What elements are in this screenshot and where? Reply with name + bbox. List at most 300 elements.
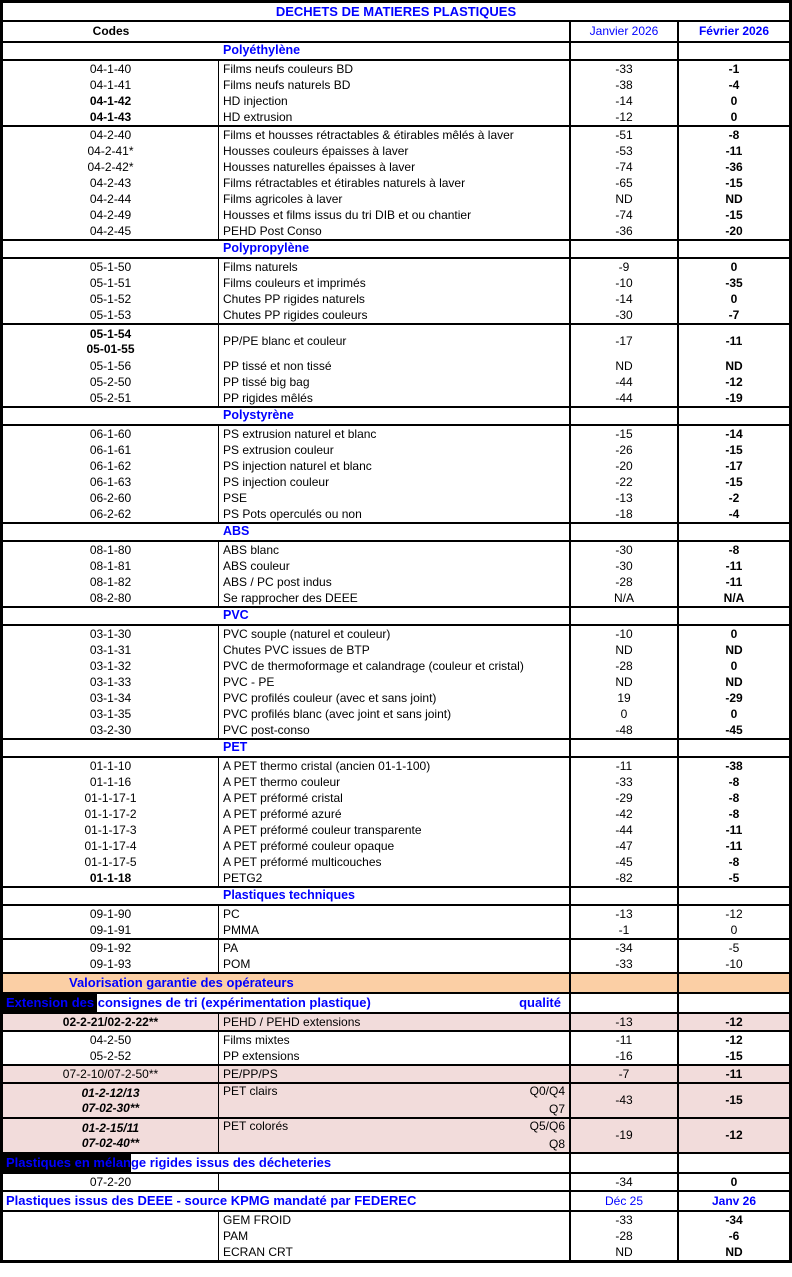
february-value-cell: 0 [730,922,738,937]
code-cell: 09-1-90 [3,906,219,922]
label-cell: PVC profilés couleur (avec et sans joint) [219,690,571,706]
band-row-black-ext [3,994,789,1012]
january-value-cell: -11 [571,1032,679,1048]
february-value-cell: -19 [725,390,743,405]
code-cell: 01-1-17-3 [3,822,219,838]
january-value-cell: -9 [571,259,679,275]
table-block [3,1014,789,1032]
january-value-cell [571,974,679,992]
section-header-row [3,524,789,540]
january-value-cell: -42 [571,806,679,822]
section-title: PET [3,740,571,756]
label-cell: PEHD / PEHD extensions [219,1014,571,1030]
section-title: ABS [3,524,571,540]
table-row [3,790,789,806]
january-value-cell: -28 [571,1228,679,1244]
label-cell: ABS blanc [219,542,571,558]
table-block [3,608,789,626]
label-cell: ABS / PC post indus [219,574,571,590]
code-cell: 06-1-61 [3,442,219,458]
january-value-cell: ND [571,191,679,207]
table-block [3,542,789,608]
february-value-cell: N/A [723,590,745,605]
label-cell: Films couleurs et imprimés [219,275,571,291]
label-cell: Chutes PP rigides couleurs [219,307,571,323]
label-line-2 [223,1138,565,1151]
january-value-cell: -1 [571,922,679,938]
january-value-cell: -19 [571,1119,679,1152]
table-row [3,956,789,972]
table-block [3,426,789,524]
february-value-cell: -12 [725,1128,743,1143]
table-row [3,922,789,938]
label-cell: PA [219,940,571,956]
table-block [3,1119,789,1154]
january-value-cell: ND [571,642,679,658]
january-value-cell [571,408,679,424]
code-cell: 03-1-34 [3,690,219,706]
section-title: Polypropylène [3,241,571,257]
january-value-cell: -18 [571,506,679,522]
code-cell [3,1228,219,1244]
table-row [3,1048,789,1064]
table-block [3,906,789,940]
table-row [3,558,789,574]
section-header-row [3,888,789,904]
february-value-cell: -35 [725,275,743,290]
february-value-cell: -8 [728,854,740,869]
table-row [3,390,789,406]
label-cell: POM [219,956,571,972]
january-value-cell: -30 [571,307,679,323]
january-value-cell: -74 [571,159,679,175]
table-row [3,207,789,223]
table-row [3,175,789,191]
table-row [3,109,789,125]
february-value-cell [679,241,789,257]
section-header-row [3,241,789,257]
code-cell: 08-2-80 [3,590,219,606]
table-row [3,506,789,522]
february-value-cell [679,740,789,756]
table-row [3,774,789,790]
january-value-cell: 0 [571,706,679,722]
label-cell: Films agricoles à laver [219,191,571,207]
label-cell: A PET thermo cristal (ancien 01-1-100) [219,758,571,774]
january-value-cell: -14 [571,93,679,109]
january-value-cell: -30 [571,542,679,558]
table-block [3,940,789,974]
code-cell: 04-2-42* [3,159,219,175]
code-cell [3,1244,219,1260]
code-line-1: 01-2-15/11 [81,1120,140,1135]
february-value-cell: 0 [730,658,738,673]
february-value-cell: 0 [730,626,738,641]
february-value-cell: -4 [728,506,740,521]
label-cell: PP/PE blanc et couleur [219,325,571,358]
february-value-cell: -5 [728,870,740,885]
table-row [3,1228,789,1244]
january-value-cell: -82 [571,870,679,886]
code-cell: 04-2-41* [3,143,219,159]
february-value-cell [679,408,789,424]
label-cell: A PET préformé couleur transparente [219,822,571,838]
february-value-cell: -36 [725,159,743,174]
code-cell: 05-2-50 [3,374,219,390]
table-block [3,740,789,758]
code-cell: 04-2-45 [3,223,219,239]
code-cell: 04-1-40 [3,61,219,77]
february-value-cell: -2 [728,490,740,505]
february-value-cell: 0 [730,109,738,124]
label-cell: Housses couleurs épaisses à laver [219,143,571,159]
february-value-cell: -6 [728,1228,740,1243]
quality-code: Q0/Q4 [529,1084,565,1098]
january-value-cell: -45 [571,854,679,870]
january-value-cell: -53 [571,143,679,159]
label-cell: ABS couleur [219,558,571,574]
quality-code: Q7 [548,1102,565,1117]
january-value-cell: -14 [571,291,679,307]
column-header-row [3,22,789,43]
label-cell: PS extrusion couleur [219,442,571,458]
table-row [3,1244,789,1260]
january-value-cell [571,888,679,904]
february-value-cell: -11 [725,334,743,349]
code-cell: 05-2-51 [3,390,219,406]
label-cell: PS Pots operculés ou non [219,506,571,522]
february-value-cell [679,974,789,992]
february-value-cell: -8 [728,806,740,821]
section-title: Polyéthylène [3,43,571,59]
material-label: PET clairs [223,1084,278,1098]
code-cell: 06-2-62 [3,506,219,522]
table-row [3,143,789,159]
table-block [3,127,789,241]
february-value-cell: -11 [725,1066,743,1081]
february-value-cell: -1 [728,61,740,76]
february-value-cell [679,888,789,904]
table-row [3,325,789,358]
label-cell: Films neufs couleurs BD [219,61,571,77]
february-value-cell: -8 [728,790,740,805]
code-cell: 01-1-17-1 [3,790,219,806]
january-value-cell [571,524,679,540]
table-row [3,358,789,374]
january-value-cell: -33 [571,61,679,77]
january-value-cell: -13 [571,490,679,506]
code-cell: 06-1-63 [3,474,219,490]
january-value-cell: -44 [571,390,679,406]
label-cell: A PET préformé couleur opaque [219,838,571,854]
january-value-cell: -20 [571,458,679,474]
table-row [3,77,789,93]
code-cell: 01-1-16 [3,774,219,790]
table-row [3,259,789,275]
january-value-cell: -43 [571,1084,679,1117]
label-cell: Se rapprocher des DEEE [219,590,571,606]
codes-column-header: Codes [92,24,130,39]
february-value-cell: -29 [725,690,743,705]
band-cell [3,1154,571,1172]
table-row [3,223,789,239]
label-line-1 [223,1120,565,1133]
label-cell: PS injection couleur [219,474,571,490]
label-cell: PVC post-conso [219,722,571,738]
february-value-cell: ND [725,1244,743,1259]
code-cell: 08-1-80 [3,542,219,558]
table-row [3,940,789,956]
table-row [3,674,789,690]
code-cell: 07-2-20 [3,1174,219,1190]
table-block [3,974,789,994]
label-cell: Films et housses rétractables & étirables mêlés à laver [219,127,571,143]
february-value-cell: ND [725,674,743,689]
table-title-row [3,3,789,22]
band-row-deee [3,1192,789,1210]
label-cell: PMMA [219,922,571,938]
table-row [3,1212,789,1228]
table-row [3,374,789,390]
table-row [3,690,789,706]
code-cell: 04-1-41 [3,77,219,93]
february-value-cell: -15 [725,1048,743,1063]
february-value-cell: 0 [730,93,738,108]
january-value-cell: -48 [571,722,679,738]
label-cell: HD injection [219,93,571,109]
quality-code: Q5/Q6 [529,1119,565,1133]
table-block [3,1212,789,1260]
code-cell: 05-1-53 [3,307,219,323]
code-cell [3,1084,219,1117]
table-row [3,1174,789,1190]
january-value-cell [571,740,679,756]
code-cell: 03-1-31 [3,642,219,658]
band-title: Valorisation garantie des opérateurs [69,975,294,991]
january-value-cell: -13 [571,1014,679,1030]
code-cell: 04-2-44 [3,191,219,207]
february-value-cell: -12 [725,374,743,389]
table-block [3,758,789,888]
section-title: PVC [3,608,571,624]
table-block [3,524,789,542]
february-value-cell: -4 [728,77,740,92]
january-value-cell: 19 [571,690,679,706]
february-value-cell: Janv 26 [711,1193,757,1208]
code-cell: 09-1-93 [3,956,219,972]
table-body [3,43,789,1260]
january-value-cell: -22 [571,474,679,490]
february-value-cell: -15 [725,1093,743,1108]
code-line-2: 05-01-55 [86,341,135,356]
band-row-peach [3,974,789,992]
code-cell: 09-1-91 [3,922,219,938]
january-value-cell: -29 [571,790,679,806]
quality-label: qualité [519,995,561,1011]
table-block [3,43,789,61]
table-block [3,1032,789,1066]
january-value-cell: -74 [571,207,679,223]
table-block [3,325,789,408]
table-block [3,1066,789,1084]
label-cell: ECRAN CRT [219,1244,571,1260]
code-cell [3,325,219,358]
table-block [3,241,789,259]
january-value-cell: -36 [571,223,679,239]
code-cell: 08-1-82 [3,574,219,590]
label-cell: Films neufs naturels BD [219,77,571,93]
code-cell: 05-1-56 [3,358,219,374]
table-row [3,626,789,642]
label-cell: PP rigides mêlés [219,390,571,406]
code-cell: 06-1-60 [3,426,219,442]
table-row [3,854,789,870]
code-cell: 01-1-17-4 [3,838,219,854]
january-value-cell: -12 [571,109,679,125]
january-value-cell: -10 [571,626,679,642]
table-row [3,426,789,442]
table-row [3,722,789,738]
code-cell [3,1212,219,1228]
code-cell [3,1119,219,1152]
january-value-cell [571,994,679,1012]
february-value-cell: -11 [725,574,743,589]
february-value-cell: -38 [725,758,743,773]
january-value-cell: -51 [571,127,679,143]
january-value-cell: -28 [571,574,679,590]
label-cell [219,1119,571,1152]
february-value-cell: ND [725,642,743,657]
february-value-cell: -11 [725,558,743,573]
february-value-cell: -15 [725,175,743,190]
january-value-cell: -34 [571,940,679,956]
table-row [3,458,789,474]
february-value-cell: -17 [725,458,743,473]
table-row [3,706,789,722]
january-value-cell: ND [571,1244,679,1260]
section-title: Polystyrène [3,408,571,424]
code-cell: 04-2-49 [3,207,219,223]
table-row [3,61,789,77]
table-row [3,658,789,674]
label-line-2 [223,1103,565,1116]
code-cell: 08-1-81 [3,558,219,574]
section-header-row [3,740,789,756]
table-block [3,626,789,740]
code-line-1: 01-2-12/13 [81,1085,140,1100]
band-title: Plastiques issus des DEEE - source KPMG mandaté par FEDEREC [6,1193,417,1209]
table-block [3,888,789,906]
table-row [3,542,789,558]
february-column-header: Février 2026 [698,24,770,39]
january-value-cell: -7 [571,1066,679,1082]
label-cell: PSE [219,490,571,506]
code-cell: 09-1-92 [3,940,219,956]
table-row [3,291,789,307]
label-cell: Housses naturelles épaisses à laver [219,159,571,175]
february-value-cell [679,994,789,1012]
code-line-2: 07-02-30** [81,1100,140,1115]
february-value-cell: -8 [728,774,740,789]
code-cell: 03-1-32 [3,658,219,674]
january-value-cell: -44 [571,374,679,390]
label-line-1 [223,1085,565,1098]
february-value-cell: -7 [728,307,740,322]
label-cell: A PET préformé multicouches [219,854,571,870]
label-cell: PP tissé big bag [219,374,571,390]
code-cell: 04-2-43 [3,175,219,191]
label-cell: GEM FROID [219,1212,571,1228]
code-cell: 03-1-30 [3,626,219,642]
january-value-cell: -47 [571,838,679,854]
label-cell [219,1174,571,1190]
january-value-cell: N/A [571,590,679,606]
january-value-cell: ND [571,674,679,690]
code-cell: 03-2-30 [3,722,219,738]
january-value-cell: -26 [571,442,679,458]
january-column-header: Janvier 2026 [571,22,679,41]
code-cell: 04-1-42 [3,93,219,109]
february-value-cell: -12 [725,1032,743,1047]
label-cell: PS injection naturel et blanc [219,458,571,474]
table-row [3,1032,789,1048]
february-value-cell [679,43,789,59]
february-value-cell: -8 [728,542,740,557]
table-row [3,474,789,490]
table-block [3,1174,789,1192]
january-value-cell: -13 [571,906,679,922]
code-cell: 06-1-62 [3,458,219,474]
table-row [3,93,789,109]
january-value-cell: -44 [571,822,679,838]
label-cell: A PET préformé azuré [219,806,571,822]
band-cell [3,994,571,1012]
label-cell: Films mixtes [219,1032,571,1048]
january-value-cell [571,1154,679,1172]
label-cell: HD extrusion [219,109,571,125]
band-cell [3,1192,571,1210]
february-value-cell: -45 [725,722,743,737]
code-cell: 05-1-52 [3,291,219,307]
january-value-cell: -38 [571,77,679,93]
january-value-cell: Déc 25 [571,1192,679,1210]
table-row [3,822,789,838]
section-header-row [3,43,789,59]
january-value-cell: -33 [571,956,679,972]
table-row [3,1084,789,1117]
section-header-row [3,608,789,624]
label-cell: Chutes PVC issues de BTP [219,642,571,658]
february-value-cell [679,1154,789,1172]
february-value-cell: -12 [725,1014,743,1029]
page-title: DECHETS DE MATIERES PLASTIQUES [275,3,517,19]
code-cell: 01-1-10 [3,758,219,774]
label-cell: PVC profilés blanc (avec joint et sans joint) [219,706,571,722]
february-value-cell: 0 [730,1174,738,1189]
table-block [3,994,789,1014]
label-cell: PEHD Post Conso [219,223,571,239]
table-block [3,259,789,325]
february-value-cell: 0 [730,259,738,274]
january-value-cell [571,608,679,624]
february-value-cell: -10 [725,956,743,971]
february-value-cell [679,608,789,624]
january-value-cell: -17 [571,325,679,358]
label-cell: PETG2 [219,870,571,886]
january-value-cell: -16 [571,1048,679,1064]
label-cell: PVC de thermoformage et calandrage (couleur et cristal) [219,658,571,674]
january-value-cell [571,241,679,257]
